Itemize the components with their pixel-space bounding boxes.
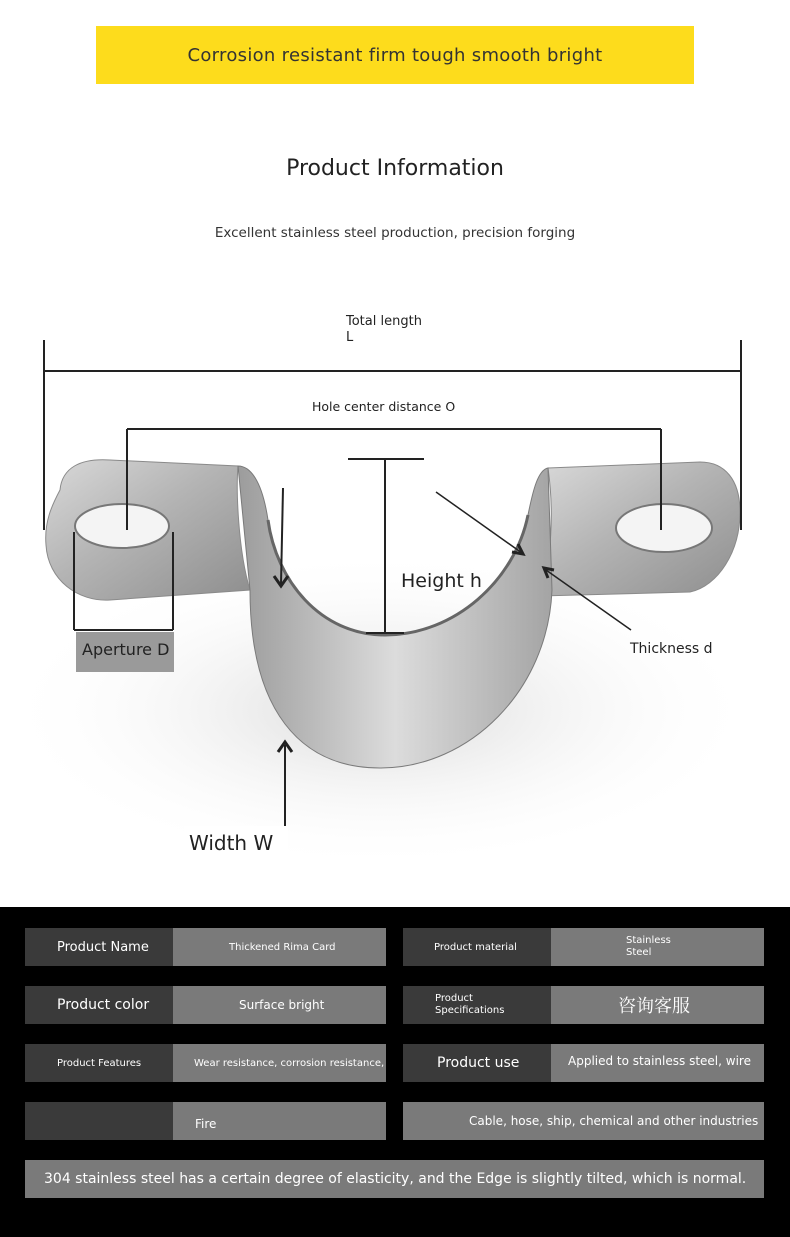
height-label: Height h: [401, 570, 482, 592]
spec-key-product-use: Product use: [403, 1044, 551, 1082]
total-length-label: [346, 314, 422, 346]
thickness-label: Thickness d: [630, 641, 713, 657]
spec-key-product-specifications: Product Specifications: [403, 986, 551, 1024]
spec-value-product-specifications: 咨询客服: [551, 986, 764, 1024]
slogan-banner: [96, 26, 694, 84]
aperture-label: Aperture D: [76, 632, 174, 672]
spec-key-product-features: Product Features: [25, 1044, 173, 1082]
section-title: Product Information: [286, 156, 504, 181]
spec-key-product-name: Product Name: [25, 928, 173, 966]
spec-value-features-cont: Fire: [173, 1102, 386, 1140]
width-label: Width W: [184, 826, 288, 864]
product-diagram: [0, 290, 790, 907]
spec-key-empty: [25, 1102, 173, 1140]
spec-key-product-color: Product color: [25, 986, 173, 1024]
spec-value-product-features: Wear resistance, corrosion resistance,: [173, 1044, 386, 1082]
spec-value-product-use: Applied to stainless steel, wire: [551, 1044, 764, 1082]
spec-key-product-material: Product material: [403, 928, 551, 966]
spec-value-product-name: Thickened Rima Card: [173, 928, 386, 966]
spec-value-use-cont: Cable, hose, ship, chemical and other industries: [403, 1102, 764, 1140]
slogan-text: Corrosion resistant firm tough smooth bright: [187, 44, 603, 66]
section-subtitle: Excellent stainless steel production, precision forging: [214, 225, 576, 241]
spec-note: 304 stainless steel has a certain degree of elasticity, and the Edge is slightly tilted, which is normal.: [25, 1160, 764, 1198]
spec-value-product-material: Stainless Steel: [551, 928, 764, 966]
total-length-symbol: L: [346, 330, 354, 345]
spec-value-product-color: Surface bright: [173, 986, 386, 1024]
hole-center-label: Hole center distance O: [312, 399, 456, 414]
spec-table: [0, 907, 790, 1237]
total-length-text: Total length: [346, 314, 422, 329]
pipe-clamp-illustration: [0, 290, 790, 907]
